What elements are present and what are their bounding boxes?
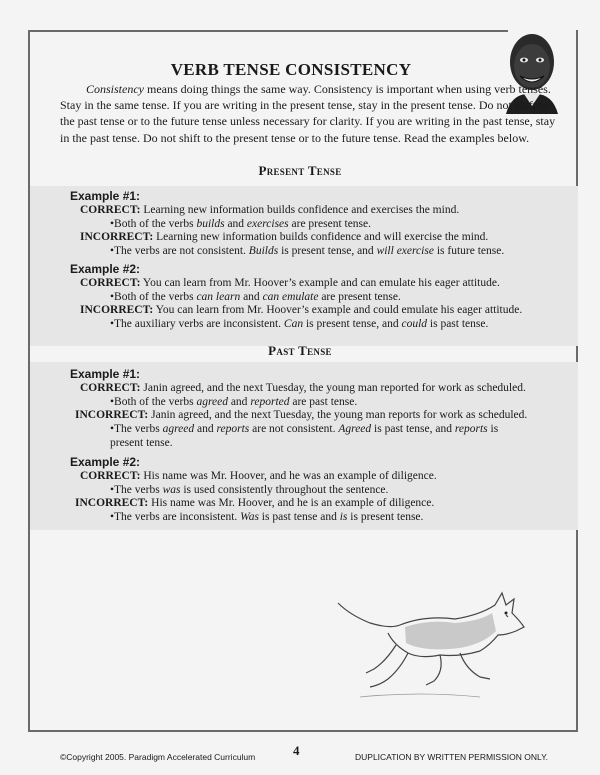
- note-verb: will exercise: [376, 245, 434, 257]
- incorrect-tag: INCORRECT:: [80, 231, 154, 243]
- note-verb: agreed: [162, 423, 195, 435]
- note-verb: can emulate: [262, 291, 319, 303]
- note-text: •The verbs: [110, 423, 163, 435]
- note-text: •The verbs are not consistent.: [110, 245, 249, 257]
- note-text: and: [227, 396, 251, 408]
- copyright-text: ©Copyright 2005. Paradigm Accelerated Curriculum: [60, 752, 256, 762]
- correct-tag: CORRECT:: [80, 204, 141, 216]
- incorrect-sentence: [75, 496, 434, 510]
- explanation-note: [110, 317, 488, 331]
- correct-sentence: [80, 469, 437, 483]
- note-text: is present tense, and: [278, 245, 377, 257]
- wolf-illustration: [330, 585, 530, 705]
- note-text: is present tense.: [110, 423, 499, 449]
- note-verb: can learn: [196, 291, 241, 303]
- note-verb: Can: [283, 318, 304, 330]
- note-text: is past tense and: [258, 511, 340, 523]
- note-verb: Was: [240, 511, 259, 523]
- correct-sentence: [80, 276, 500, 290]
- sentence-text: Learning new information builds confidence and exercises the mind.: [140, 204, 460, 216]
- sentence-text: Janin agreed, and the next Tuesday, the young man reported for work as scheduled.: [140, 382, 526, 394]
- explanation-note: [110, 290, 401, 304]
- note-verb: Builds: [248, 245, 279, 257]
- note-text: are not consistent.: [249, 423, 339, 435]
- note-text: •Both of the verbs: [110, 396, 197, 408]
- note-verb: reports: [216, 423, 250, 435]
- note-verb: reported: [250, 396, 290, 408]
- section-heading-present: Present Tense: [258, 163, 342, 178]
- permission-notice: DUPLICATION BY WRITTEN PERMISSION ONLY.: [355, 752, 549, 762]
- sentence-text: His name was Mr. Hoover, and he was an example of diligence.: [140, 470, 437, 482]
- note-text: is used consistently throughout the sentence.: [180, 484, 389, 496]
- intro-text: means doing things the same way. Consistency is important when using verb tenses. Stay in the same tense. If you are writing in the present tense, stay in the present tense. Do not shift to the past tense or to the future tense unless necessary for clarity. If you are writing in the past tense, stay in the past tense. Do not shift to the present tense or to the future tense. Read the examples below.: [60, 82, 556, 145]
- explanation-note: [110, 217, 371, 231]
- note-text: are present tense.: [288, 218, 372, 230]
- explanation-note: [110, 395, 357, 409]
- note-text: is present tense, and: [303, 318, 402, 330]
- example-label: Example #1:: [70, 367, 141, 381]
- sentence-text: Learning new information builds confidence and will exercise the mind.: [153, 231, 489, 243]
- incorrect-sentence: [80, 230, 488, 244]
- note-text: is present tense.: [347, 511, 424, 523]
- sentence-text: You can learn from Mr. Hoover’s example and could emulate his eager attitude.: [153, 304, 523, 316]
- note-text: •Both of the verbs: [110, 291, 197, 303]
- note-verb: agreed: [196, 396, 228, 408]
- correct-tag: CORRECT:: [80, 470, 141, 482]
- note-text: is past tense.: [427, 318, 489, 330]
- note-text: and: [194, 423, 217, 435]
- incorrect-sentence: [80, 303, 522, 317]
- explanation-note: [110, 510, 423, 524]
- note-text: •The verbs are inconsistent.: [110, 511, 241, 523]
- page-border-top: [28, 30, 508, 32]
- explanation-note: [110, 244, 504, 258]
- note-text: •The auxiliary verbs are inconsistent.: [110, 318, 284, 330]
- note-verb: could: [401, 318, 428, 330]
- correct-sentence: [80, 381, 526, 395]
- note-text: are past tense.: [289, 396, 358, 408]
- note-verb: builds: [196, 218, 225, 230]
- page-number: 4: [293, 743, 300, 758]
- incorrect-tag: INCORRECT:: [75, 497, 149, 509]
- explanation-note: [110, 422, 510, 450]
- note-verb: exercises: [246, 218, 289, 230]
- note-text: •The verbs: [110, 484, 163, 496]
- incorrect-tag: INCORRECT:: [75, 409, 149, 421]
- intro-lead-word: Consistency: [86, 82, 144, 96]
- explanation-note: [110, 483, 388, 497]
- incorrect-sentence: [75, 408, 527, 422]
- correct-tag: CORRECT:: [80, 277, 141, 289]
- sentence-text: Janin agreed, and the next Tuesday, the young man reports for work as scheduled.: [148, 409, 528, 421]
- note-text: •Both of the verbs: [110, 218, 197, 230]
- note-text: and: [224, 218, 247, 230]
- correct-sentence: [80, 203, 459, 217]
- note-verb: was: [162, 484, 181, 496]
- note-text: are present tense.: [318, 291, 401, 303]
- page-title: VERB TENSE CONSISTENCY: [170, 60, 412, 79]
- note-verb: is: [339, 511, 348, 523]
- note-text: and: [240, 291, 263, 303]
- correct-tag: CORRECT:: [80, 382, 141, 394]
- note-text: is past tense, and: [371, 423, 455, 435]
- note-text: is future tense.: [433, 245, 505, 257]
- sentence-text: You can learn from Mr. Hoover’s example and can emulate his eager attitude.: [140, 277, 500, 289]
- example-label: Example #1:: [70, 189, 141, 203]
- example-label: Example #2:: [70, 455, 141, 469]
- example-label: Example #2:: [70, 262, 141, 276]
- sentence-text: His name was Mr. Hoover, and he is an example of diligence.: [148, 497, 435, 509]
- note-verb: reports: [454, 423, 488, 435]
- incorrect-tag: INCORRECT:: [80, 304, 154, 316]
- section-heading-past: Past Tense: [268, 343, 332, 358]
- intro-paragraph: [60, 81, 560, 146]
- note-verb: Agreed: [338, 423, 372, 435]
